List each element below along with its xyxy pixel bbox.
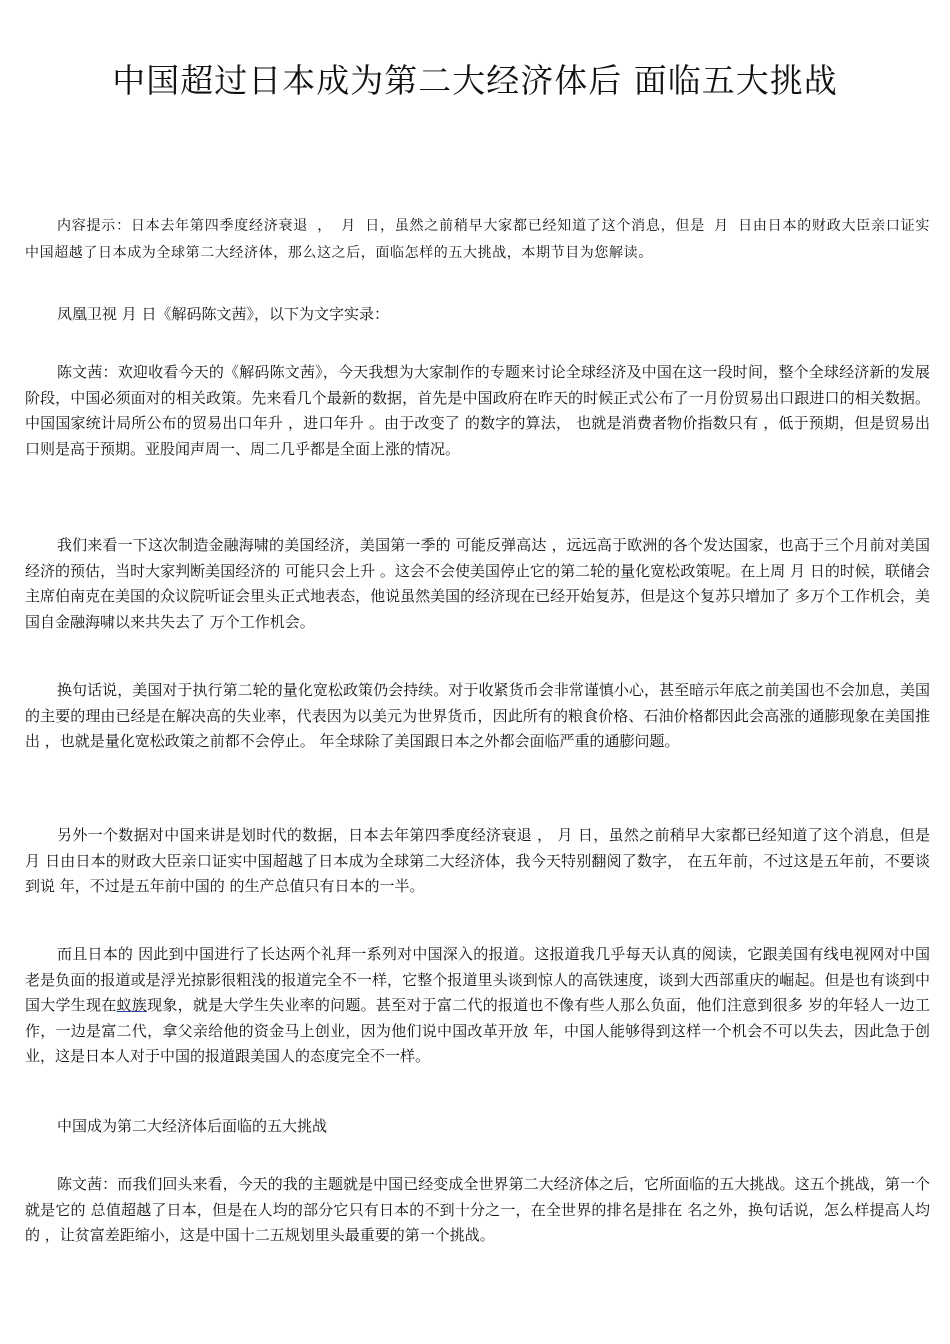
- final-paragraph: 陈文茜：而我们回头来看，今天的我的主题就是中国已经变成全世界第二大经济体之后，它所面临的五大挑战。这五个挑战，第一个就是它的 总值超越了日本，但是在人均的部分它只有日本的不到十分之一，在全世界的排名是排在 名之外，换句话说，怎么样提高人均的 ，让贫富差距缩小，这是中国十二五规划里头最重要的第一个挑战。: [25, 1175, 930, 1245]
- document-title: 中国超过日本成为第二大经济体后 面临五大挑战: [112, 61, 838, 100]
- body-paragraph-1: 陈文茜：欢迎收看今天的《解码陈文茜》，今天我想为大家制作的专题来讨论全球经济及中国在这一段时间，整个全球经济新的发展阶段，中国必须面对的相关政策。先来看几个最新的数据，首先是中国政府在昨天的时候正式公布了一月份贸易出口跟进口的相关数据。中国国家统计局所公布的贸易出口年升 ，进口年升 。由于改变了 的数字的算法， 也就是消费者物价指数只有 ，低于预期，但是贸易出口则是高于预期。亚股闻声周一、周二几乎都是全面上涨的情况。: [25, 363, 930, 458]
- underlined-term: 蚁族: [116, 996, 148, 1015]
- body-paragraph-2: 我们来看一下这次制造金融海啸的美国经济，美国第一季的 可能反弹高达 ，远远高于欧洲的各个发达国家，也高于三个月前对美国经济的预估，当时大家判断美国经济的 可能只会上升 。这会不会使美国停止它的第二轮的量化宽松政策呢。在上周 月 日的时候，联储会主席伯南克在美国的众议院听证会里头正式地表态，他说虽然美国的经济现在已经开始复苏，但是这个复苏只增加了 多万个工作机会，美国自金融海啸以来共失去了 万个工作机会。: [25, 536, 930, 631]
- paragraph-5-text-after: 现象，就是大学生失业率的问题。甚至对于富二代的报道也不像有些人那么负面，他们注意到很多 岁的年轻人一边工作，一边是富二代，拿父亲给他的资金马上创业，因为他们说中国改革开放 年，中国人能够得到这样一个机会不可以失去，因此急于创业，这是日本人对于中国的报道跟美国人的态度完全不一样。: [25, 996, 930, 1066]
- paragraph-5-text-before: 而且日本的 因此到中国进行了长达两个礼拜一系列对中国深入的报道。这报道我几乎每天认真的阅读，它跟美国有线电视网对中国老是负面的报道或是浮光掠影很粗浅的报道完全不一样，它整个报道里头谈到惊人的高铁速度，谈到大西部重庆的崛起。但是也有谈到中国大学生现在: [25, 945, 930, 1015]
- body-paragraph-3: 换句话说，美国对于执行第二轮的量化宽松政策仍会持续。对于收紧货币会非常谨慎小心，甚至暗示年底之前美国也不会加息，美国 的主要的理由已经是在解决高的失业率，代表因为以美元为世界货币，因此所有的粮食价格、石油价格都因此会高涨的通膨现象在美国推出 ，也就是量化宽松政策之前都不会停止。 年全球除了美国跟日本之外都会面临严重的通膨问题。: [25, 681, 930, 751]
- summary-paragraph: 内容提示：日本去年第四季度经济衰退 ， 月 日，虽然之前稍早大家都已经知道了这个消息，但是 月 日由日本的财政大臣亲口证实中国超越了日本成为全球第二大经济体，那么这之后，面临怎样的五大挑战，本期节目为您解读。: [25, 218, 930, 261]
- body-paragraph-5: [25, 942, 930, 1070]
- section-heading: 中国成为第二大经济体后面临的五大挑战: [57, 1117, 328, 1135]
- source-line: 凤凰卫视 月 日《解码陈文茜》，以下为文字实录：: [57, 305, 390, 323]
- body-paragraph-4: 另外一个数据对中国来讲是划时代的数据，日本去年第四季度经济衰退 ， 月 日，虽然之前稍早大家都已经知道了这个消息，但是 月 日由日本的财政大臣亲口证实中国超越了日本成为全球第二大经济体，我今天特别翻阅了数字， 在五年前，不过这是五年前，不要谈到说 年，不过是五年前中国的 的生产总值只有日本的一半。: [25, 826, 930, 896]
